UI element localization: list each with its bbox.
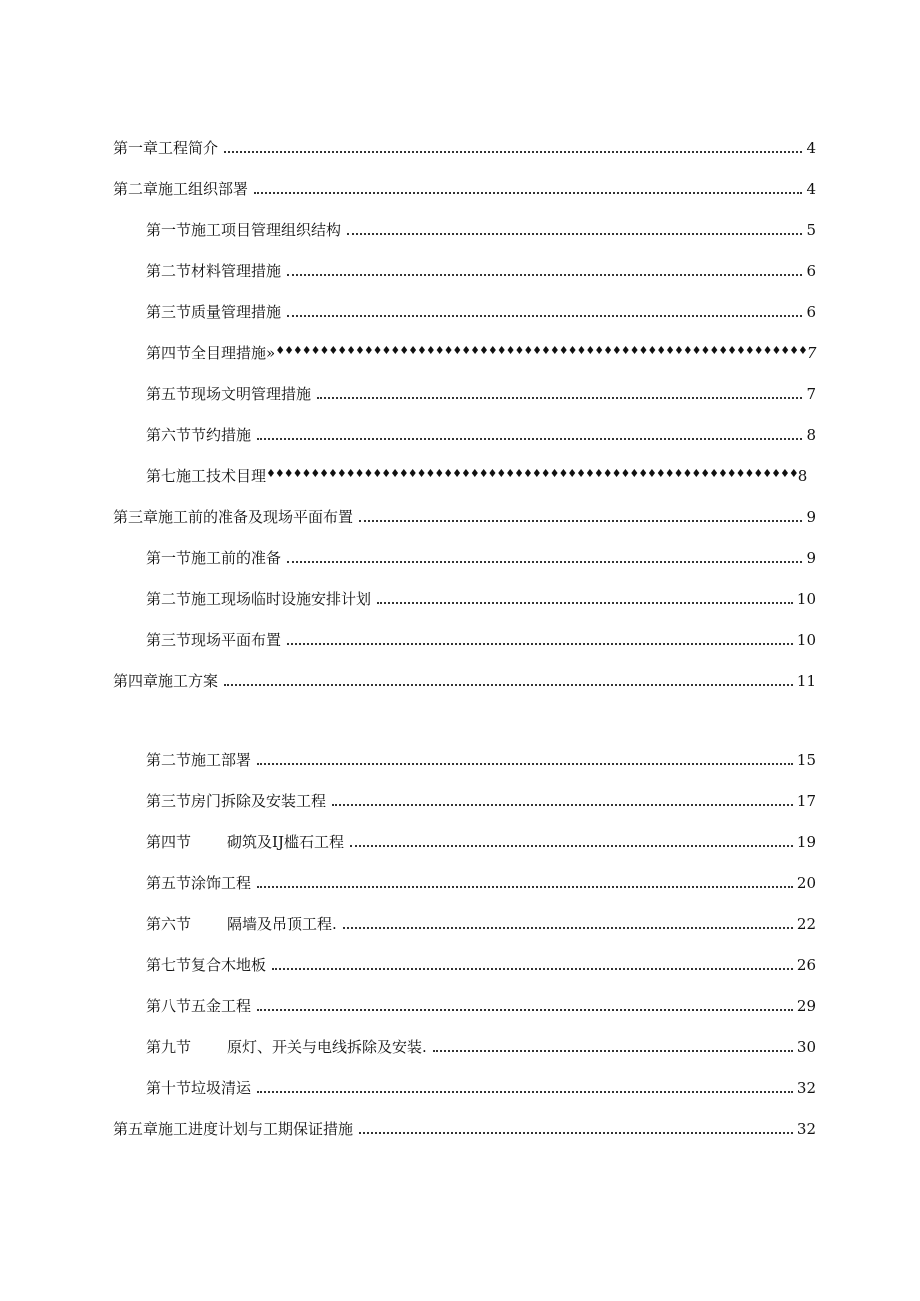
toc-title: 隔墙及吊顶工程. <box>227 915 337 933</box>
garbled-leader: ♦♦♦♦♦♦♦♦♦♦♦♦♦♦♦♦♦♦♦♦♦♦♦♦♦♦♦♦♦♦♦♦♦♦♦♦♦♦♦♦♦♦♦♦♦♦♦♦♦♦♦♦♦♦♦♦♦♦♦♦ <box>266 467 798 480</box>
dot-leader <box>287 561 802 563</box>
toc-page-number: 10 <box>796 590 816 608</box>
toc-title: 第六节节约措施 <box>146 426 252 444</box>
toc-entry[interactable] <box>146 257 816 281</box>
dot-leader <box>257 1009 793 1011</box>
toc-page-number: 19 <box>796 833 816 851</box>
toc-entry[interactable] <box>146 421 816 445</box>
toc-page-number: 32 <box>796 1120 816 1138</box>
toc-entry[interactable] <box>146 544 816 568</box>
toc-title: 第三章施工前的准备及现场平面布置 <box>113 508 354 526</box>
toc-title: 第二章施工组织部署 <box>113 180 249 198</box>
dot-leader <box>224 684 793 686</box>
dot-leader <box>287 315 802 317</box>
toc-section-prefix: 第四节 <box>146 833 192 851</box>
toc-page-number: 11 <box>796 672 816 690</box>
toc-title: 第一节施工项目管理组织结构 <box>146 221 342 239</box>
toc-title: 第二节施工现场临时设施安排计划 <box>146 590 372 608</box>
dot-leader <box>257 886 793 888</box>
toc-entry[interactable] <box>113 175 816 199</box>
toc-entry[interactable] <box>146 869 816 893</box>
toc-title: 第五章施工进度计划与工期保证措施 <box>113 1120 354 1138</box>
toc-page-number: 22 <box>796 915 816 933</box>
toc-title: 第三节房门拆除及安装工程 <box>146 792 327 810</box>
toc-page-number: 6 <box>806 262 816 280</box>
toc-title: 第三节质量管理措施 <box>146 303 282 321</box>
toc-entry[interactable] <box>146 910 816 934</box>
toc-title: 第七节复合木地板 <box>146 956 267 974</box>
toc-entry[interactable] <box>146 1074 816 1098</box>
toc-entry[interactable] <box>113 503 816 527</box>
dot-leader <box>332 804 793 806</box>
toc-page-number: 7 <box>806 344 817 362</box>
toc-title: 第二节材料管理措施 <box>146 262 282 280</box>
toc-entry[interactable] <box>146 951 816 975</box>
toc-entry[interactable] <box>146 462 808 486</box>
toc-page-number: 29 <box>796 997 816 1015</box>
toc-page-number: 32 <box>796 1079 816 1097</box>
dot-leader <box>343 927 793 929</box>
dot-leader <box>347 233 802 235</box>
toc-section-prefix: 第九节 <box>146 1038 192 1056</box>
toc-entry[interactable] <box>146 746 816 770</box>
dot-leader <box>257 763 793 765</box>
toc-entry[interactable] <box>146 585 816 609</box>
toc-title: 第一节施工前的准备 <box>146 549 282 567</box>
dot-leader <box>287 274 802 276</box>
dot-leader <box>359 520 802 522</box>
toc-title: 全目理措施» <box>191 344 276 362</box>
toc-entry[interactable] <box>146 339 817 363</box>
toc-page-number: 7 <box>806 385 816 403</box>
dot-leader <box>287 643 793 645</box>
toc-page-number: 9 <box>806 508 816 526</box>
toc-entry[interactable] <box>146 216 816 240</box>
toc-entry[interactable] <box>146 992 816 1016</box>
toc-entry[interactable] <box>113 134 816 158</box>
toc-entry[interactable] <box>146 1033 816 1057</box>
dot-leader <box>377 602 793 604</box>
toc-page-number: 8 <box>797 467 808 485</box>
dot-leader <box>359 1132 793 1134</box>
toc-entry[interactable] <box>146 787 816 811</box>
toc-page-number: 26 <box>796 956 816 974</box>
toc-title: 第一章工程简介 <box>113 139 219 157</box>
dot-leader <box>350 845 793 847</box>
toc-entry[interactable] <box>113 1115 816 1139</box>
toc-title: 第三节现场平面布置 <box>146 631 282 649</box>
garbled-leader: ♦♦♦♦♦♦♦♦♦♦♦♦♦♦♦♦♦♦♦♦♦♦♦♦♦♦♦♦♦♦♦♦♦♦♦♦♦♦♦♦♦♦♦♦♦♦♦♦♦♦♦♦♦♦♦♦♦♦♦♦ <box>275 344 807 357</box>
toc-entry[interactable] <box>146 380 816 404</box>
toc-entry[interactable] <box>146 626 816 650</box>
toc-title: 砌筑及IJ槛石工程 <box>227 833 344 851</box>
toc-title: 第四章施工方案 <box>113 672 219 690</box>
toc-page-number: 17 <box>796 792 816 810</box>
toc-entry[interactable] <box>146 298 816 322</box>
toc-title: 第五节涂饰工程 <box>146 874 252 892</box>
toc-title: 第五节现场文明管理措施 <box>146 385 312 403</box>
dot-leader <box>317 397 802 399</box>
toc-page-number: 9 <box>806 549 816 567</box>
dot-leader <box>254 192 802 194</box>
toc-page-number: 8 <box>806 426 816 444</box>
dot-leader <box>224 151 802 153</box>
toc-page-number: 6 <box>806 303 816 321</box>
toc-page-number: 10 <box>796 631 816 649</box>
dot-leader <box>257 438 802 440</box>
toc-page-number: 15 <box>796 751 816 769</box>
toc-page-number: 5 <box>806 221 816 239</box>
toc-title: 原灯、开关与电线拆除及安装. <box>227 1038 427 1056</box>
toc-entry[interactable] <box>146 828 816 852</box>
toc-title: 第十节垃圾清运 <box>146 1079 252 1097</box>
toc-page-number: 4 <box>806 180 816 198</box>
toc-page-number: 4 <box>806 139 816 157</box>
toc-entry[interactable] <box>113 667 816 691</box>
dot-leader <box>272 968 793 970</box>
dot-leader <box>257 1091 793 1093</box>
toc-page-number: 30 <box>796 1038 816 1056</box>
toc-title: 第二节施工部署 <box>146 751 252 769</box>
toc-page-number: 20 <box>796 874 816 892</box>
toc-section-prefix: 第四节 <box>146 344 192 362</box>
toc-title: 第八节五金工程 <box>146 997 252 1015</box>
dot-leader <box>433 1050 793 1052</box>
toc-section-prefix: 第六节 <box>146 915 192 933</box>
toc-title: 第七施工技术目理 <box>146 467 267 485</box>
